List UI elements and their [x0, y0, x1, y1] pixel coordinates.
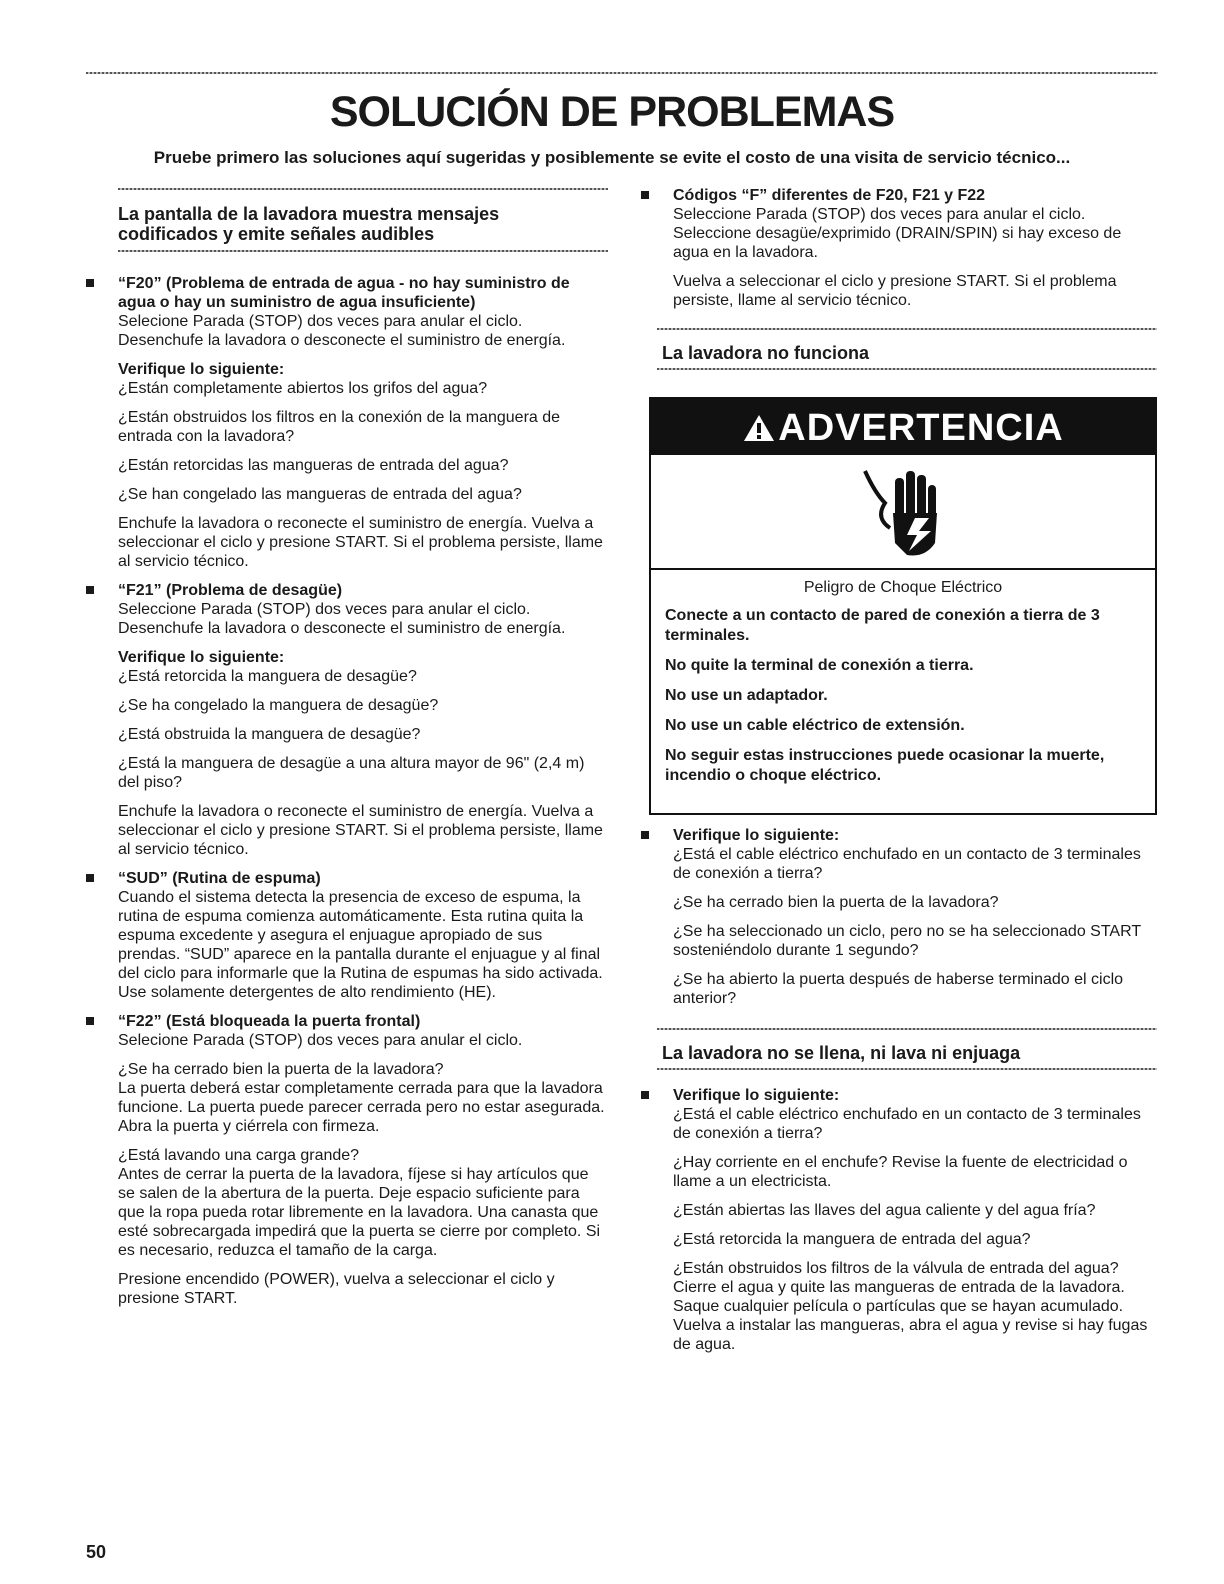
warning-header: ADVERTENCIA — [651, 399, 1155, 455]
check1-item: Verifique lo siguiente: ¿Está el cable eléctrico enchufado en un contacto de 3 terminales de conexión a tierra? ¿Se ha cerrado bien la puerta de la lavadora? ¿Se ha seleccionado un ciclo, pero no se ha seleccionado START sosteniéndolo durante 1 segundo? ¿Se ha abierto la puerta después de haberse terminado el ciclo anterior? — [641, 826, 1161, 1008]
right-heading3-top-rule — [657, 1028, 1157, 1030]
sud-item: “SUD” (Rutina de espuma) Cuando el sistema detecta la presencia de exceso de espuma, la rutina de espuma comienza automáticamente. Esta rutina quita la espuma excedente y asegura el enjuague apropiado de sus prendas. “SUD” aparece en la pantalla durante el enjuague y al final del ciclo para informarle que la Rutina de espumas ha sido activada. Use solamente detergentes de alto rendimiento (HE). — [86, 869, 608, 1002]
left-heading-bottom-rule — [118, 250, 608, 252]
bullet-icon — [641, 191, 649, 199]
warning-body: Peligro de Choque Eléctrico Conecte a un contacto de pared de conexión a tierra de 3 terminales. No quite la terminal de conexión a tierra. No use un adaptador. No use un cable eléctrico de extensión. No seguir estas instrucciones puede ocasionar la muerte, incendio o choque eléctrico. — [665, 579, 1105, 784]
section-heading-no-funciona: La lavadora no funciona — [662, 343, 870, 363]
bullet-icon — [86, 874, 94, 882]
left-column — [86, 204, 608, 1318]
bullet-icon — [86, 586, 94, 594]
warning-triangle-icon — [742, 413, 776, 443]
right-column-top — [641, 186, 1161, 320]
f22-item: “F22” (Está bloqueada la puerta frontal) Selecione Parada (STOP) dos veces para anular el ciclo. ¿Se ha cerrado bien la puerta de la lavadora? La puerta deberá estar completamente cerrada para que la lavadora funcione. La puerta puede parecer cerrada pero no estar asegurada. Abra la puerta y ciérrela con firmeza. ¿Está lavando una carga grande? Antes de cerrar la puerta de la lavadora, fíjese si hay artículos que se salen de la abertura de la puerta. Deje espacio suficiente para que la ropa pueda rotar libremente en la lavadora. Una canasta que esté sobrecargada impedirá que la puerta se cierre por completo. Si es necesario, reduzca el tamaño de la carga. Presione encendido (POWER), vuelva a seleccionar el ciclo y presione START. — [86, 1012, 608, 1308]
left-section-heading: La pantalla de la lavadora muestra mensajes codificados y emite señales audibles — [118, 204, 500, 244]
right-heading-top-rule — [657, 328, 1157, 330]
page-subtitle: Pruebe primero las soluciones aquí sugeridas y posiblemente se evite el costo de una visita de servicio técnico... — [153, 148, 1071, 167]
f21-item: “F21” (Problema de desagüe) Seleccione Parada (STOP) dos veces para anular el ciclo. Desenchufe la lavadora o desconecte el suministro de energía. Verifique lo siguiente: ¿Está retorcida la manguera de desagüe? ¿Se ha congelado la manguera de desagüe? ¿Está obstruida la manguera de desagüe? ¿Está la manguera de desagüe a una altura mayor de 96" (2,4 m) del piso? Enchufe la lavadora o reconecte el suministro de energía. Vuelva a seleccionar el ciclo y presione START. Si el problema persiste, llame al servicio técnico. — [86, 581, 608, 859]
right-heading-bottom-rule — [657, 368, 1157, 370]
right-column-check1 — [641, 826, 1161, 1018]
page-title: SOLUCIÓN DE PROBLEMAS — [329, 88, 895, 136]
shock-hazard-icon — [651, 455, 1155, 570]
right-heading3-bottom-rule — [657, 1068, 1157, 1070]
left-heading-top-rule — [118, 188, 608, 190]
top-rule — [86, 72, 1158, 74]
f20-item: “F20” (Problema de entrada de agua - no hay suministro de agua o hay un suministro de agua insuficiente) Selecione Parada (STOP) dos veces para anular el ciclo. Desenchufe la lavadora o desconecte el suministro de energía. Verifique lo siguiente: ¿Están completamente abiertos los grifos del agua? ¿Están obstruidos los filtros en la conexión de la manguera de entrada con la lavadora? ¿Están retorcidas las mangueras de entrada del agua? ¿Se han congelado las mangueras de entrada del agua? Enchufe la lavadora o reconecte el suministro de energía. Vuelva a seleccionar el ciclo y presione START. Si el problema persiste, llame al servicio técnico. — [86, 274, 608, 571]
bullet-icon — [86, 1017, 94, 1025]
check2-item: Verifique lo siguiente: ¿Está el cable eléctrico enchufado en un contacto de 3 terminales de conexión a tierra? ¿Hay corriente en el enchufe? Revise la fuente de electricidad o llame a un electricista. ¿Están abiertas las llaves del agua caliente y del agua fría? ¿Está retorcida la manguera de entrada del agua? ¿Están obstruidos los filtros de la válvula de entrada del agua? Cierre el agua y quite las mangueras de entrada de la lavadora. Saque cualquier película o partículas que se hayan acumulado. Vuelva a instalar las mangueras, abra el agua y revise si hay fugas de agua. — [641, 1086, 1161, 1354]
page-number: 50 — [86, 1542, 107, 1562]
bullet-icon — [641, 1091, 649, 1099]
right-column-check2 — [641, 1086, 1161, 1364]
warning-box — [649, 397, 1157, 815]
fcodes-item: Códigos “F” diferentes de F20, F21 y F22 Seleccione Parada (STOP) dos veces para anular el ciclo. Seleccione desagüe/exprimido (DRAIN/SPIN) si hay exceso de agua en la lavadora. Vuelva a seleccionar el ciclo y presione START. Si el problema persiste, llame al servicio técnico. — [641, 186, 1161, 310]
bullet-icon — [86, 279, 94, 287]
bullet-icon — [641, 831, 649, 839]
section-heading-no-llena: La lavadora no se llena, ni lava ni enjuaga — [662, 1043, 1021, 1063]
